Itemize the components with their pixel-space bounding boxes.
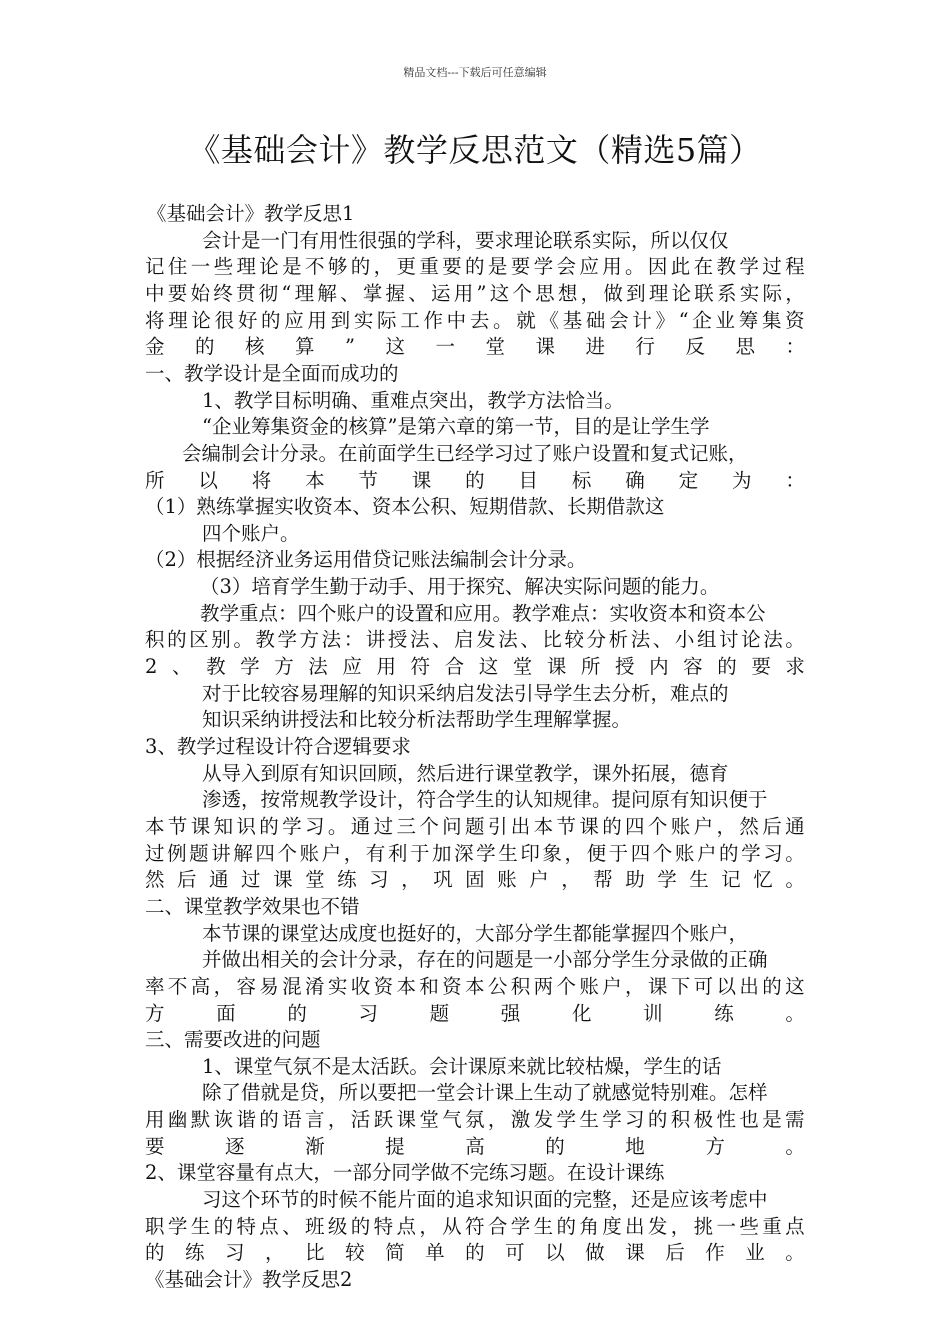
text-line: 率 不 高 ， 容 易 混 淆 实 收 资 本 和 资 本 公 积 两 个 账 户 ， 课 下 可 以 出 的 这 [145,975,805,998]
text-line: 并做出相关的会计分录，存在的问题是一小部分学生分录做的正确 [202,948,768,971]
text-line: 四个账户。 [202,522,300,545]
text-line: 积 的 区 别 。 教 学 方 法 ： 讲 授 法 、 启 发 法 、 比 较 分 析 法 、 小 组 讨 论 法 。 [145,628,805,651]
text-line: 知识采纳讲授法和比较分析法帮助学生理解掌握。 [202,708,632,731]
text-line: 中 要 始 终 贯 彻 “ 理 解 、 掌 握 、 运 用 ” 这 个 思 想 ， 做 到 理 论 联 系 实 际 ， [145,282,805,305]
text-line: 会编制会计分录。在前面学生已经学习过了账户设置和复式记账， [182,442,748,465]
text-line: 2、课堂容量有点大，一部分同学做不完练习题。在设计课练 [145,1161,665,1184]
text-line: 的 练 习 ， 比 较 简 单 的 可 以 做 课 后 作 业 。 [145,1241,805,1264]
text-line: 职 学 生 的 特 点 、 班 级 的 特 点 ， 从 符 合 学 生 的 角 度 出 发 ， 挑 一 些 重 点 [145,1215,805,1238]
text-line: 用 幽 默 诙 谐 的 语 言 ， 活 跃 课 堂 气 氛 ， 激 发 学 生 学 习 的 积 极 性 也 是 需 [145,1108,805,1131]
text-line: 除了借就是贷，所以要把一堂会计课上生动了就感觉特别难。怎样 [202,1081,768,1104]
text-line: 金 的 核 算 ” 这 一 堂 课 进 行 反 思 ： [145,335,805,358]
text-line: 本节课的课堂达成度也挺好的，大部分学生都能掌握四个账户， [202,922,749,945]
text-line: 习这个环节的时候不能片面的追求知识面的完整，还是应该考虑中 [202,1188,768,1211]
text-line: 方 面 的 习 题 强 化 训 练 。 [145,1002,805,1025]
text-line: 从导入到原有知识回顾，然后进行课堂教学，课外拓展，德育 [202,762,729,785]
text-line: 记 住 一 些 理 论 是 不 够 的 ， 更 重 要 的 是 要 学 会 应 用 。 因 此 在 教 学 过 程 [145,255,805,278]
text-line: 《基础会计》教学反思2 [145,1268,353,1291]
text-line: 然 后 通 过 课 堂 练 习 ， 巩 固 账 户 ， 帮 助 学 生 记 忆 。 [145,868,805,891]
text-line: （1）熟练掌握实收资本、资本公积、短期借款、长期借款这 [145,495,665,518]
text-line: 1、教学目标明确、重难点突出，教学方法恰当。 [202,389,624,412]
text-line: 3、教学过程设计符合逻辑要求 [145,735,411,758]
header-note: 精品文档---下载后可任意编辑 [403,66,547,79]
text-line: 三、需要改进的问题 [145,1028,321,1051]
text-line: 对于比较容易理解的知识采纳启发法引导学生去分析，难点的 [202,682,729,705]
text-line: 所 以 将 本 节 课 的 目 标 确 定 为 ： [145,469,805,492]
text-line: （2）根据经济业务运用借贷记账法编制会计分录。 [145,548,587,571]
document-title: 《基础会计》教学反思范文（精选5篇） [188,131,762,169]
text-line: 教学重点：四个账户的设置和应用。教学难点：实收资本和资本公 [200,602,766,625]
text-line: 一、教学设计是全面而成功的 [145,362,399,385]
text-line: 本 节 课 知 识 的 学 习 。 通 过 三 个 问 题 引 出 本 节 课 的 四 个 账 户 ， 然 后 通 [145,815,805,838]
text-line: 过 例 题 讲 解 四 个 账 户 ， 有 利 于 加 深 学 生 印 象 ， 便 于 四 个 账 户 的 学 习 。 [145,842,805,865]
text-line: 要 逐 渐 提 高 的 地 方 。 [145,1135,805,1158]
text-line: 《基础会计》教学反思1 [147,202,355,225]
text-line: 2 、 教 学 方 法 应 用 符 合 这 堂 课 所 授 内 容 的 要 求 [145,655,805,678]
text-line: 会计是一门有用性很强的学科，要求理论联系实际，所以仅仅 [202,229,729,252]
text-line: 将 理 论 很 好 的 应 用 到 实 际 工 作 中 去 。 就 《 基 础 会 计 》 “ 企 业 筹 集 资 [145,309,805,332]
text-line: 渗透，按常规教学设计，符合学生的认知规律。提问原有知识便于 [202,788,768,811]
text-line: 二、课堂教学效果也不错 [145,895,360,918]
text-line: 1、课堂气氛不是太活跃。会计课原来就比较枯燥，学生的话 [202,1055,722,1078]
text-line: （3）培育学生勤于动手、用于探究、解决实际问题的能力。 [200,575,720,598]
text-line: “企业筹集资金的核算”是第六章的第一节，目的是让学生学 [202,415,710,438]
